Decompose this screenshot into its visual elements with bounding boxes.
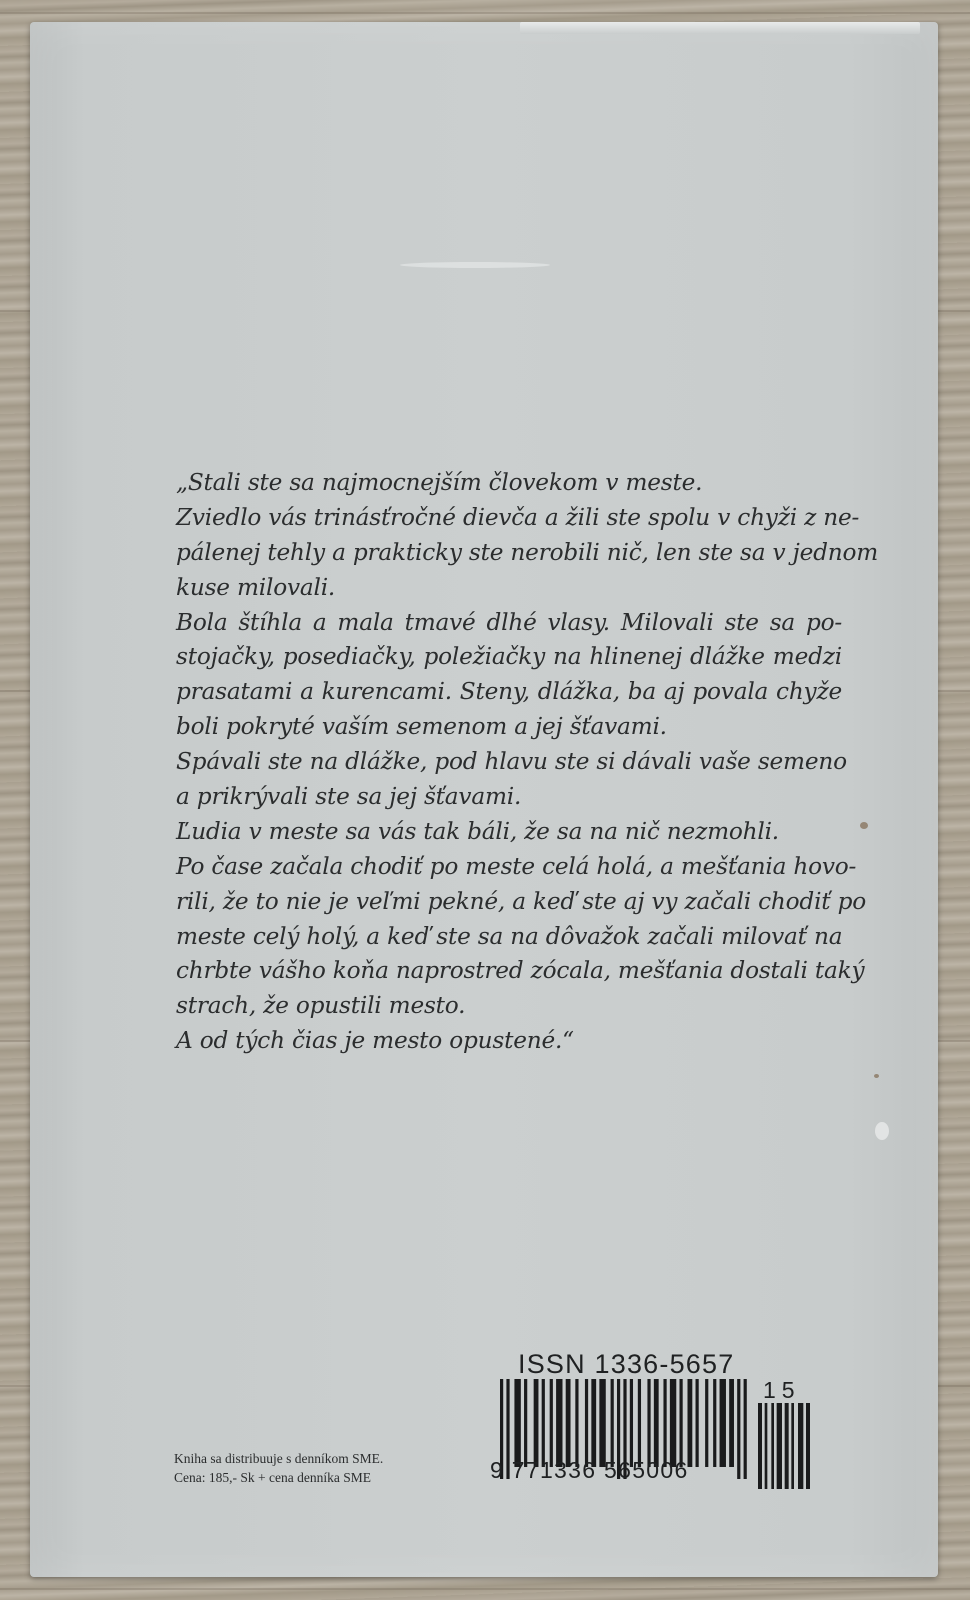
wood-grain	[0, 12, 970, 14]
addon-barcode	[758, 1403, 810, 1501]
barcode-bar	[737, 1379, 740, 1479]
quote-line: A od tých čias je mesto opustené.“	[176, 1027, 574, 1055]
barcode-bar	[585, 1379, 588, 1467]
barcode-bar	[729, 1379, 734, 1467]
barcode-bar	[670, 1379, 676, 1467]
barcode-bar	[534, 1379, 539, 1467]
barcode-bar	[720, 1379, 726, 1467]
quote-line: prasatami a kurencami. Steny, dlážka, ba aj povala chyže	[176, 678, 842, 706]
quote-line: pálenej tehly a prakticky ste nerobili nič, len ste sa v jednom	[176, 538, 879, 566]
quote-line: meste celý holý, a keď ste sa na dôvažok začali milovať na	[176, 922, 843, 950]
barcode-bar	[566, 1379, 571, 1467]
barcode-bar	[524, 1379, 527, 1467]
barcode-bar	[638, 1379, 641, 1467]
barcode-bar	[771, 1403, 774, 1489]
barcode-bar	[611, 1379, 614, 1467]
barcode-block	[490, 1349, 820, 1509]
barcode-bar	[798, 1403, 803, 1489]
barcode-bar	[705, 1379, 708, 1467]
quote-line: Po čase začala chodiť po meste celá holá, a mešťania hovo-	[176, 852, 857, 880]
barcode-bar	[785, 1403, 789, 1489]
barcode-bar	[806, 1403, 810, 1489]
quote-line: a prikrývali ste sa jej šťavami.	[176, 783, 522, 811]
barcode-bar	[630, 1379, 633, 1467]
barcode-bar	[550, 1379, 553, 1467]
cover-crease	[875, 1122, 889, 1140]
quote-line: Bola štíhla a mala tmavé dlhé vlasy. Milovali ste sa po-	[176, 608, 842, 636]
distribution-note	[174, 1449, 383, 1487]
barcode-bar	[599, 1379, 605, 1467]
quote-line: Ľudia v meste sa vás tak báli, že sa na nič nezmohli.	[176, 817, 779, 845]
barcode-bar	[688, 1379, 693, 1467]
cover-stain	[874, 1074, 879, 1078]
barcode-bar	[765, 1403, 768, 1489]
quote-line: Zviedlo vás trinásťročné dievča a žili ste spolu v chyži z ne-	[176, 503, 860, 531]
barcode-bar	[556, 1379, 562, 1467]
back-cover-quote	[176, 466, 879, 1059]
addon-digits: 15	[763, 1377, 801, 1403]
distribution-line: Kniha sa distribuuje s denníkom SME.	[174, 1451, 384, 1466]
barcode-bar	[758, 1403, 762, 1489]
quote-line: stojačky, posediačky, poležiačky na hlinenej dlážke medzi	[176, 643, 842, 671]
wood-grain	[0, 1588, 970, 1590]
issn-label: ISSN 1336-5657	[518, 1349, 735, 1379]
cover-wear	[520, 22, 920, 34]
quote-line: kuse milovali.	[176, 573, 336, 601]
barcode-bar	[591, 1379, 596, 1467]
quote-line: boli pokryté vaším semenom a jej šťavami.	[176, 713, 667, 741]
quote-line: rili, že to nie je veľmi pekné, a keď ste aj vy začali chodiť po	[176, 887, 866, 915]
barcode-bar	[647, 1379, 650, 1467]
quote-line: „Stali ste sa najmocnejším človekom v meste.	[176, 469, 703, 496]
barcode-bar	[514, 1379, 520, 1467]
barcode-bar	[575, 1379, 578, 1467]
barcode-bar	[663, 1379, 666, 1467]
barcode-bar	[542, 1379, 545, 1467]
barcode-digits: 9 771336 565006	[490, 1457, 689, 1483]
quote-line: strach, že opustili mesto.	[176, 992, 466, 1020]
barcode-bar	[696, 1379, 699, 1467]
quote-line: chrbte vášho koňa naprostred zócala, mešťania dostali taký	[176, 957, 865, 985]
barcode-bar	[679, 1379, 682, 1467]
barcode-bar	[713, 1379, 716, 1467]
cover-stain	[860, 822, 868, 829]
barcode-bar	[744, 1379, 747, 1479]
barcode-bar	[654, 1379, 659, 1467]
barcode-bar	[777, 1403, 782, 1489]
quote-line: Spávali ste na dlážke, pod hlavu ste si dávali vaše semeno	[176, 748, 847, 776]
price-line: Cena: 185,- Sk + cena denníka SME	[174, 1470, 371, 1485]
barcode-bar	[791, 1403, 794, 1489]
cover-scuff	[400, 262, 550, 268]
